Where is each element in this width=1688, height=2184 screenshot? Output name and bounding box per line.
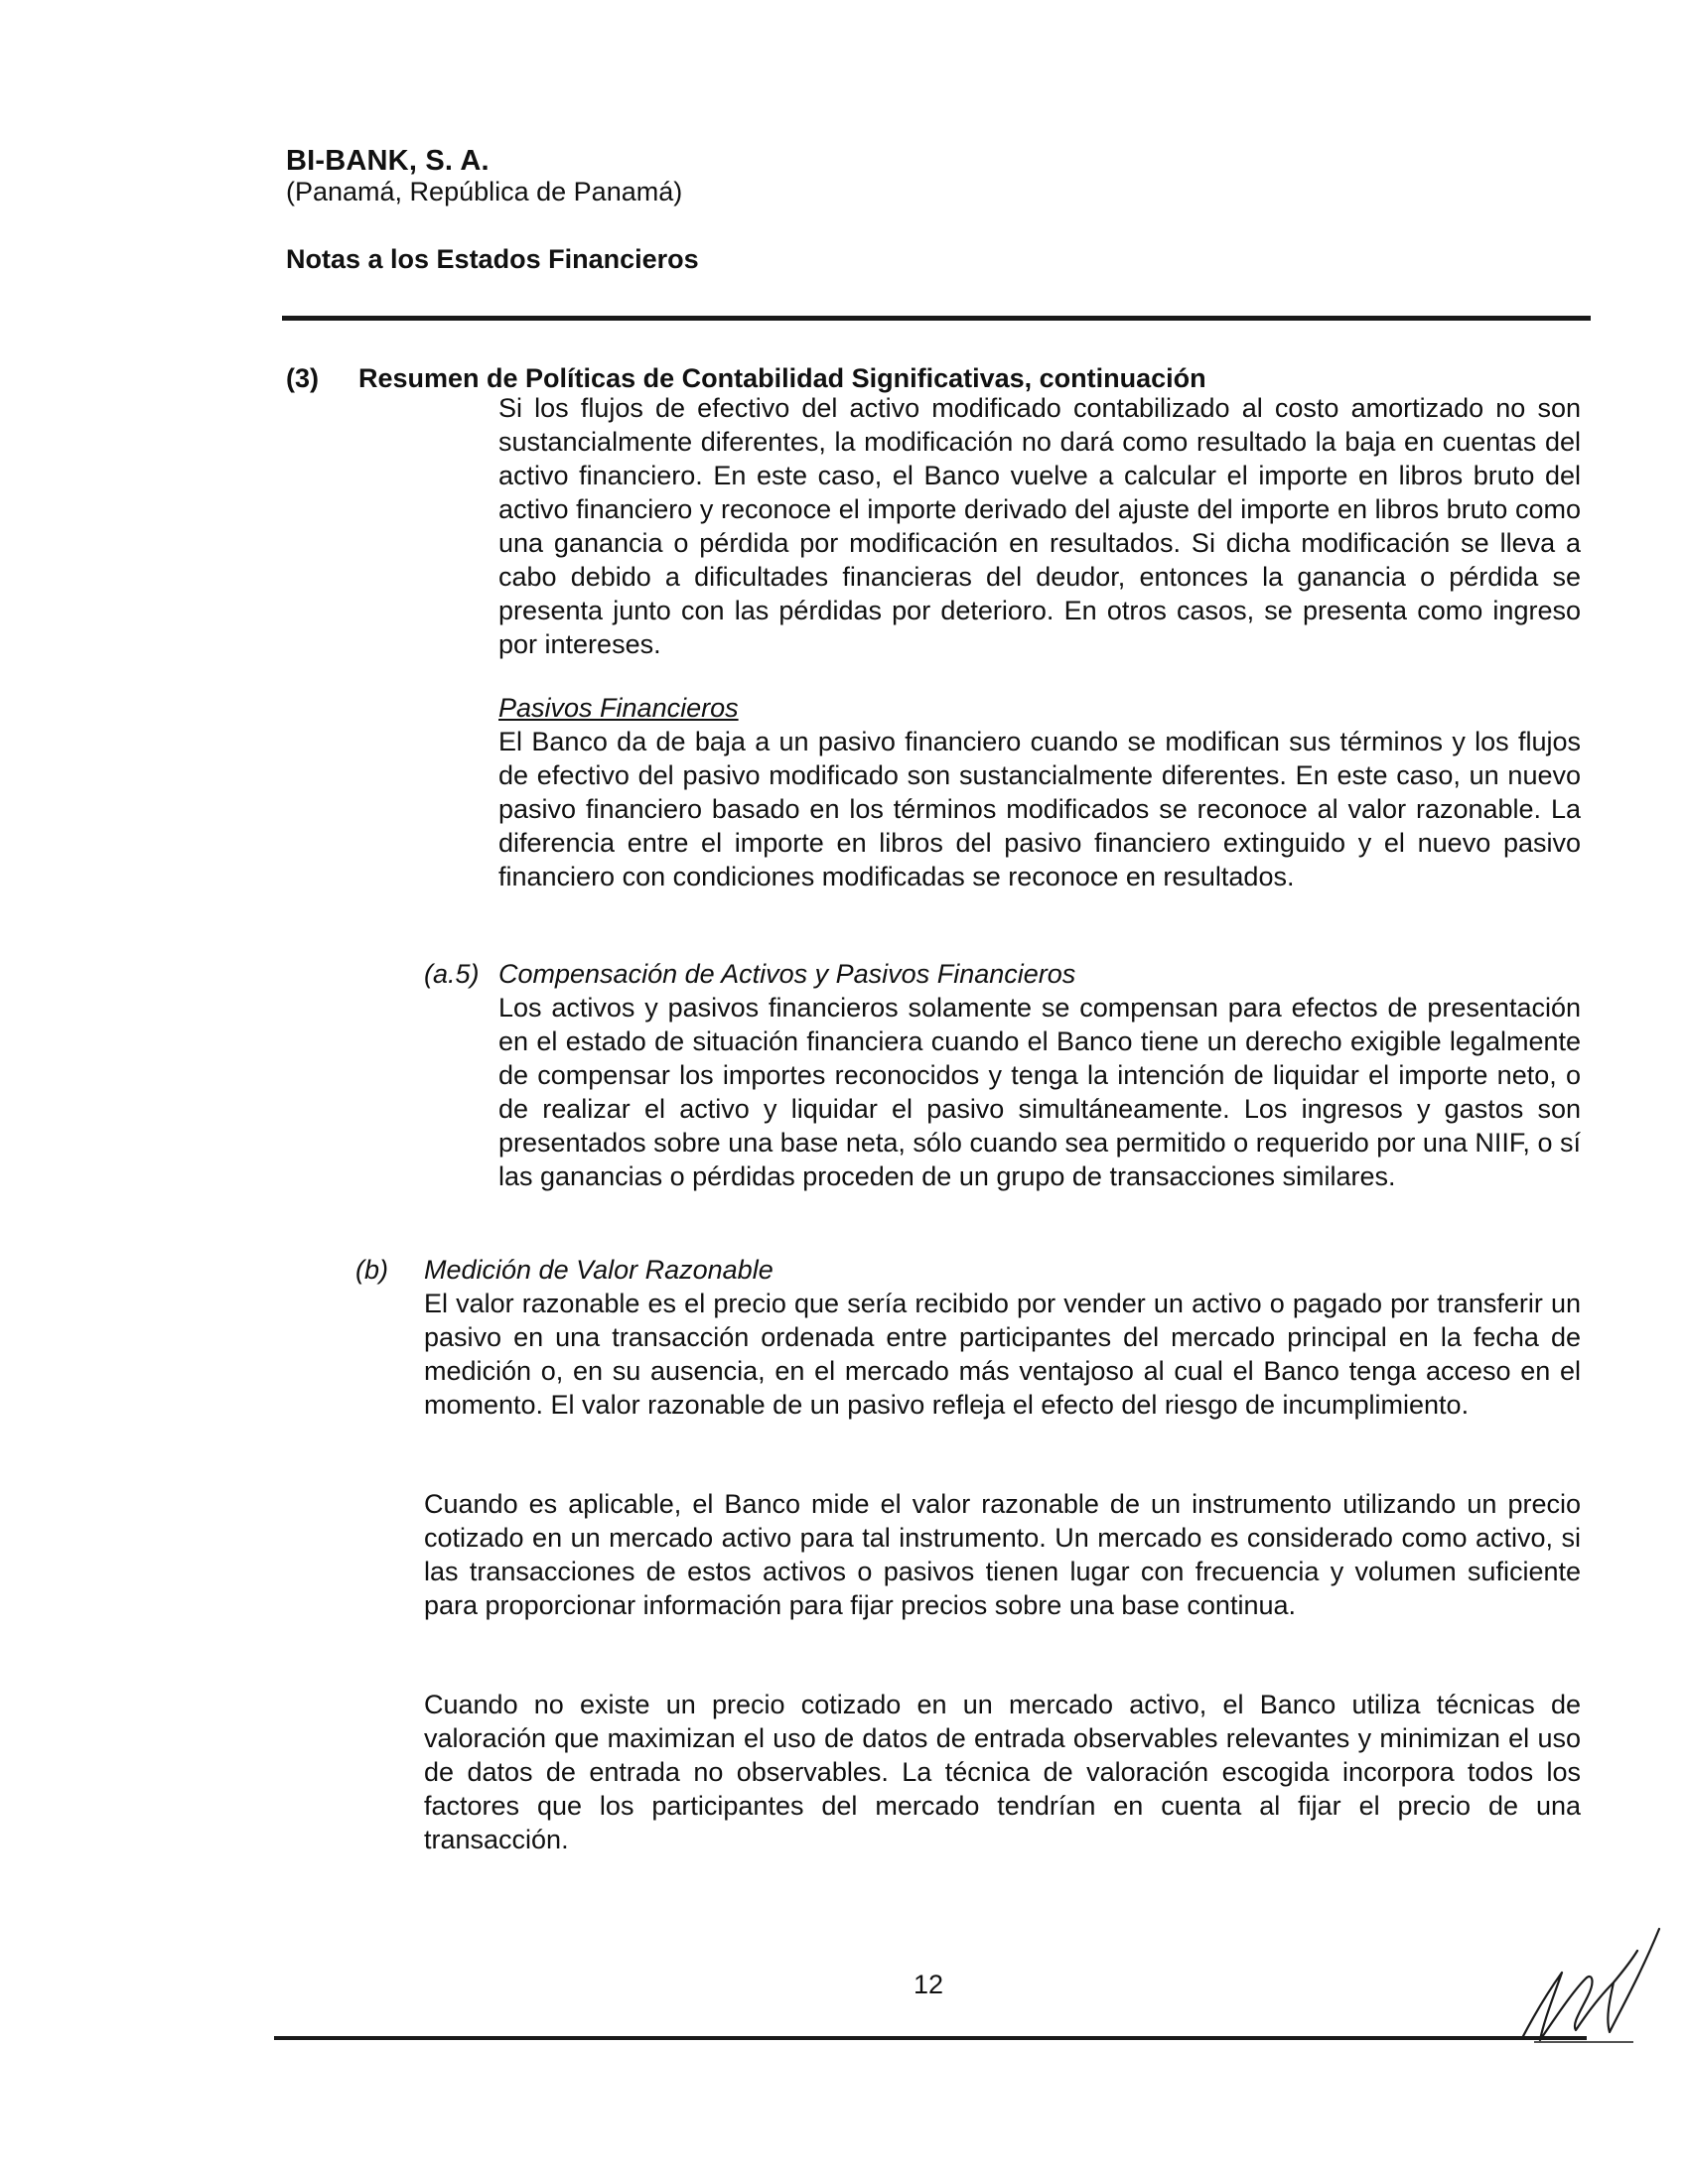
page-number: 12 [914, 1970, 944, 1999]
fair-value-heading: Medición de Valor Razonable [424, 1255, 774, 1285]
section-number: (3) [286, 363, 319, 393]
paragraph-modified-asset-cashflows: Si los flujos de efectivo del activo modificado contabilizado al costo amortizado no son sustancialmente diferentes, la modificación no dará como resultado la baja en cuentas del activo financiero. En este caso, el Banco vuelve a calcular el importe en libros bruto del activo financiero y reconoce el importe derivado del ajuste del importe en libros bruto como una ganancia o pérdida por modificación en resultados. Si dicha modificación se lleva a cabo debido a dificultades financieras del deudor, entonces la ganancia o pérdida se presenta junto con las pérdidas por deterioro. En otros casos, se presenta como ingreso por intereses. [498, 393, 1581, 659]
footer-divider [274, 2036, 1587, 2040]
paragraph-active-market: Cuando es aplicable, el Banco mide el valor razonable de un instrumento utilizando un precio cotizado en un mercado activo para tal instrumento. Un mercado es considerado como activo, si las transacciones de estos activos o pasivos tienen lugar con frecuencia y volumen suficiente para proporcionar información para fijar precios sobre una base continua. [424, 1489, 1581, 1620]
paragraph-compensation: Los activos y pasivos financieros solamente se compensan para efectos de presentación en el estado de situación financiera cuando el Banco tiene un derecho exigible legalmente de compensar los importes reconocidos y tenga la intención de liquidar el importe neto, o de realizar el activo y liquidar el pasivo simultáneamente. Los ingresos y gastos son presentados sobre una base neta, sólo cuando sea permitido o requerido por una NIIF, o sí las ganancias o pérdidas proceden de un grupo de transacciones similares. [498, 993, 1581, 1191]
handwritten-signature [1514, 1921, 1663, 2045]
pasivos-financieros-heading: Pasivos Financieros [498, 693, 739, 723]
company-location: (Panamá, República de Panamá) [286, 177, 683, 206]
item-label-b: (b) [355, 1255, 388, 1285]
paragraph-pasivos-financieros: El Banco da de baja a un pasivo financiero cuando se modifican sus términos y los flujos de efectivo del pasivo modificado son sustancialmente diferentes. En este caso, un nuevo pasivo financiero basado en los términos modificados se reconoce al valor razonable. La diferencia entre el importe en libros del pasivo financiero extinguido y el nuevo pasivo financiero con condiciones modificadas se reconoce en resultados. [498, 727, 1581, 891]
header-divider [282, 316, 1591, 321]
paragraph-valuation-techniques: Cuando no existe un precio cotizado en un mercado activo, el Banco utiliza técnicas de valoración que maximizan el uso de datos de entrada observables relevantes y minimizan el uso de datos de entrada no observables. La técnica de valoración escogida incorpora todos los factores que los participantes del mercado tendrían en cuenta al fijar el precio de una transacción. [424, 1690, 1581, 1854]
document-title: Notas a los Estados Financieros [286, 244, 699, 274]
compensation-heading: Compensación de Activos y Pasivos Financieros [498, 959, 1076, 989]
section-title: Resumen de Políticas de Contabilidad Significativas, continuación [358, 363, 1206, 393]
paragraph-fair-value-definition: El valor razonable es el precio que sería recibido por vender un activo o pagado por transferir un pasivo en una transacción ordenada entre participantes del mercado principal en la fecha de medición o, en su ausencia, en el mercado más ventajoso al cual el Banco tenga acceso en el momento. El valor razonable de un pasivo refleja el efecto del riesgo de incumplimiento. [424, 1289, 1581, 1420]
company-name: BI-BANK, S. A. [286, 145, 490, 177]
item-label-a5: (a.5) [424, 959, 480, 989]
